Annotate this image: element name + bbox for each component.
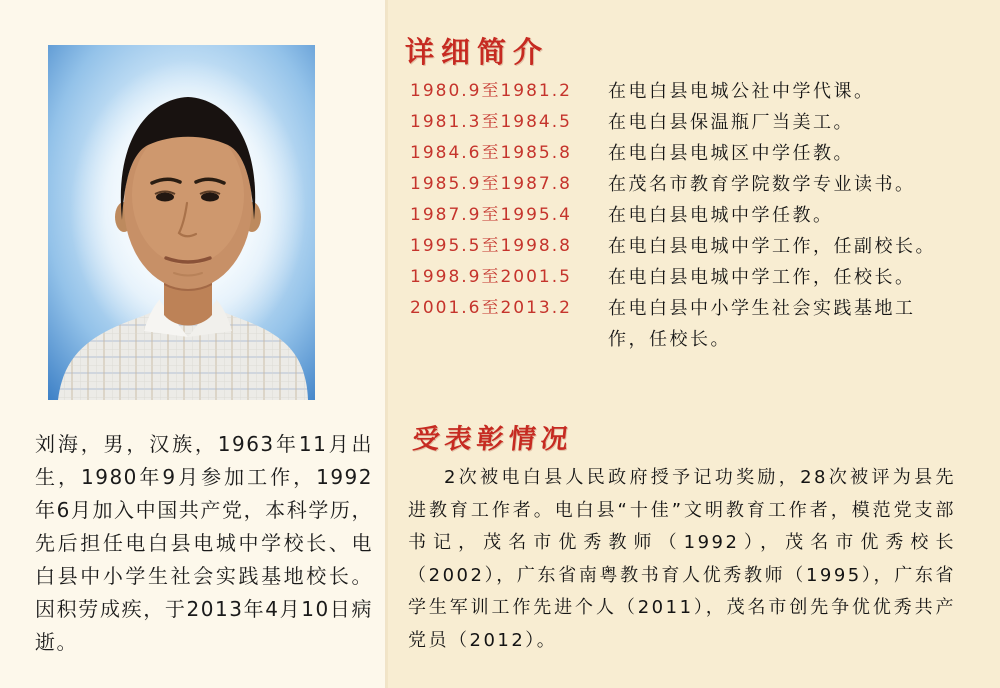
- timeline-row: [410, 200, 992, 231]
- timeline-period: 1981.3至1984.5: [410, 112, 572, 132]
- timeline-row: [410, 107, 992, 138]
- right-panel: [386, 0, 1000, 688]
- timeline-description: 在电白县保温瓶厂当美工。: [608, 112, 854, 133]
- timeline-period: 1998.9至2001.5: [410, 267, 572, 287]
- bio-text: 刘海，男，汉族，1963年11月出生，1980年9月参加工作，1992年6月加入中国共产党，本科学历，先后担任电白县电城中学校长、电白县中小学生社会实践基地校长。因积劳成疾，于2013年4月10日病逝。: [35, 432, 373, 654]
- timeline: [410, 76, 992, 355]
- timeline-description: 在电白县电城中学任教。: [608, 205, 834, 226]
- timeline-period: 1985.9至1987.8: [410, 174, 572, 194]
- portrait-photo: [48, 45, 315, 400]
- portrait-illustration: [48, 45, 315, 400]
- section-title-awards: 受表彰情况: [411, 424, 575, 455]
- section-title-detail: 详细简介: [405, 35, 550, 69]
- timeline-row: [410, 76, 992, 107]
- timeline-period: 1984.6至1985.8: [410, 143, 572, 163]
- timeline-description: 在电白县电城公社中学代课。: [608, 81, 875, 102]
- timeline-row: [410, 293, 992, 355]
- timeline-description: 在电白县电城中学工作，任校长。: [608, 267, 916, 288]
- timeline-description: 在电白县中小学生社会实践基地工作，任校长。: [608, 298, 916, 350]
- left-panel: [0, 0, 386, 688]
- timeline-period: 1995.5至1998.8: [410, 236, 572, 256]
- timeline-period: 2001.6至2013.2: [410, 298, 572, 318]
- timeline-row: [410, 231, 992, 262]
- awards-text: 2次被电白县人民政府授予记功奖励，28次被评为县先进教育工作者。电白县“十佳”文明教育工作者，模范党支部书记，茂名市优秀教师（1992），茂名市优秀校长（2002），广东省南粤教书育人优秀教师（1995），广东省学生军训工作先进个人（2011），茂名市创先争优优秀共产党员（2012）。: [408, 467, 956, 651]
- timeline-row: [410, 138, 992, 169]
- timeline-description: 在茂名市教育学院数学专业读书。: [608, 174, 916, 195]
- timeline-description: 在电白县电城区中学任教。: [608, 143, 854, 164]
- timeline-period: 1987.9至1995.4: [410, 205, 572, 225]
- timeline-row: [410, 169, 992, 200]
- timeline-row: [410, 262, 992, 293]
- timeline-period: 1980.9至1981.2: [410, 81, 572, 101]
- timeline-description: 在电白县电城中学工作，任副校长。: [608, 236, 936, 257]
